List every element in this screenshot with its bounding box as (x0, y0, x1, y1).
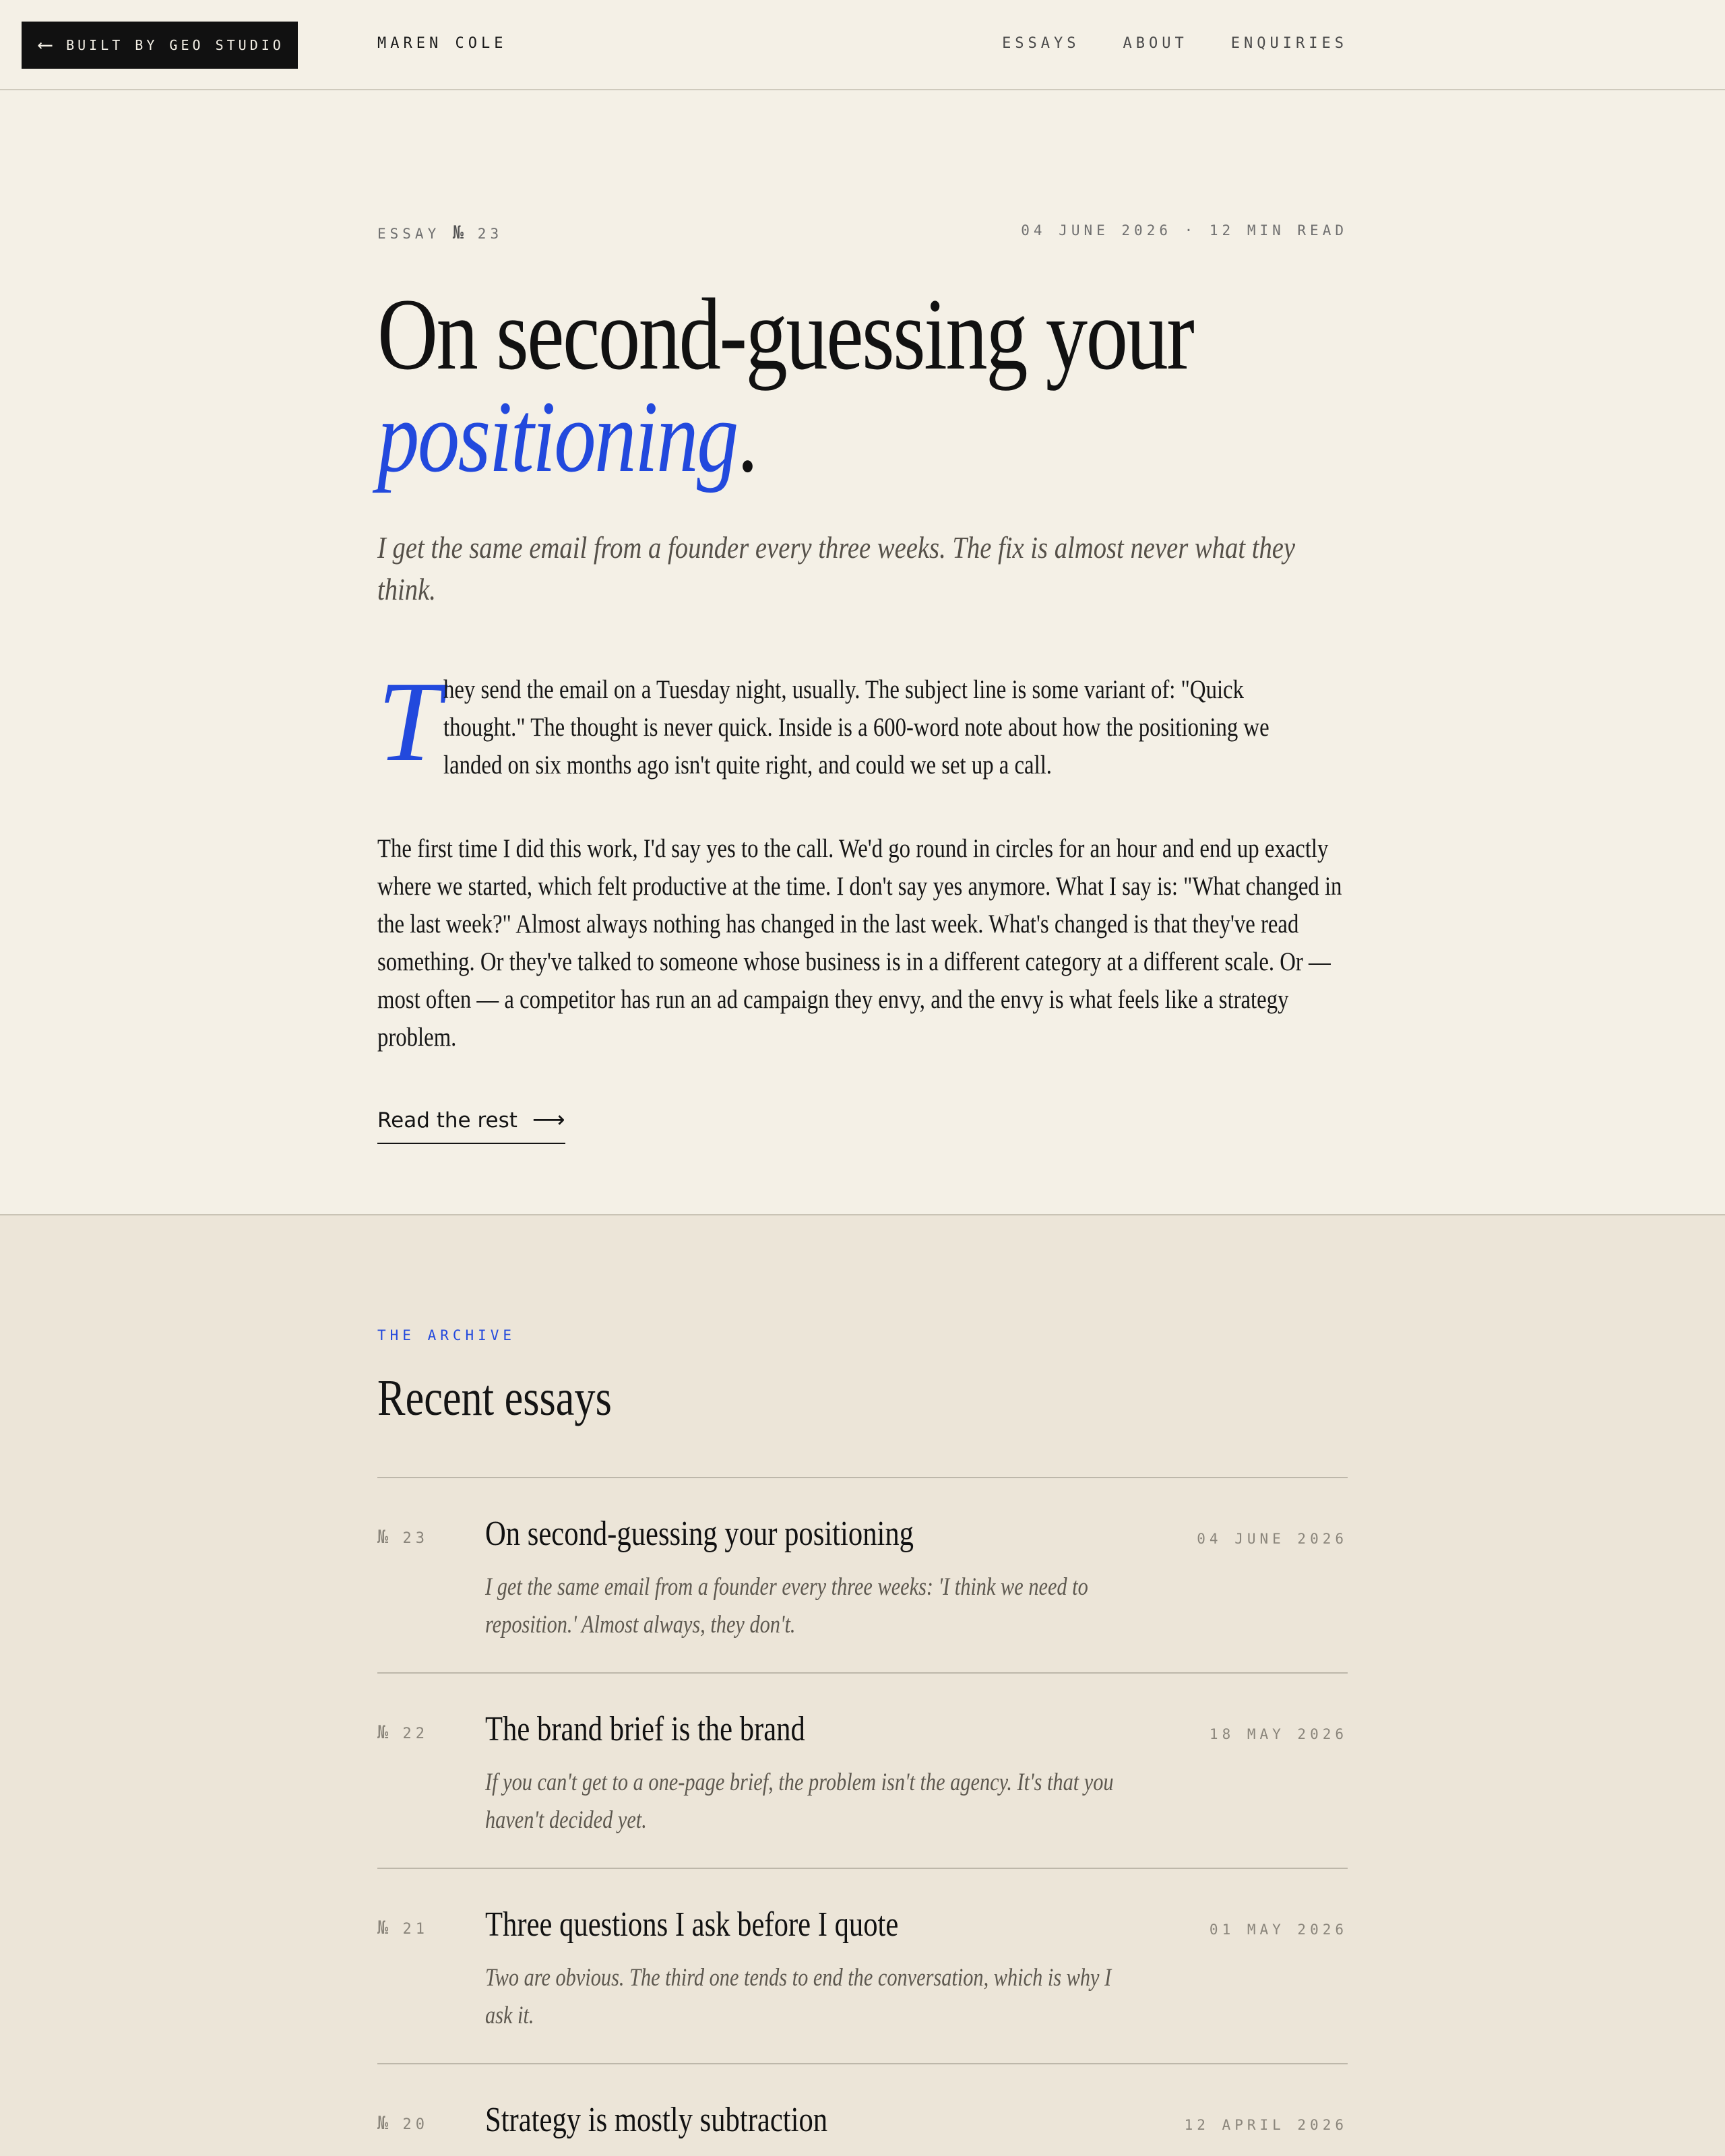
paragraph-2-text: The first time I did this work, I'd say yes to the call. We'd go round in circles for an hour and end up exactly where we started, which felt productive at the time. I don't say yes anymore. What I say is: "What changed in the last week?" Almost always nothing has changed in the last week. What's changed is that they've read something. Or they've talked to someone whose business is in a different category at a different scale. Or — most often — a competitor has run an ad campaign they envy, and the envy is what feels like a strategy problem. (377, 834, 1342, 1052)
essay-title-period: . (736, 380, 757, 493)
drop-cap: T (377, 658, 441, 785)
nav-enquiries[interactable]: ENQUIRIES (1230, 35, 1348, 52)
number-sign: № (377, 1527, 390, 1548)
item-date: 18 MAY 2026 (1209, 1726, 1348, 1742)
item-number (377, 1917, 429, 1938)
item-description-text: Two are obvious. The third one tends to end the conversation, which is why I ask it. (485, 1964, 1112, 2029)
number-sign: № (452, 222, 466, 243)
essay-list-item[interactable] (377, 1477, 1348, 1672)
main-nav (1002, 35, 1348, 52)
item-date: 12 APRIL 2026 (1184, 2117, 1348, 2133)
essay-paragraph-2 (377, 830, 1348, 1056)
essay-paragraph-1 (377, 658, 1348, 785)
site-header (0, 0, 1725, 90)
archive-title: Recent essays (377, 1370, 612, 1426)
essay-title-accent: positioning (377, 380, 737, 493)
arrow-left-icon: ⟵ (39, 33, 52, 57)
archive-kicker: THE ARCHIVE (377, 1327, 516, 1343)
nav-about[interactable]: ABOUT (1123, 35, 1188, 52)
item-description (485, 1959, 1132, 2035)
archive-section (0, 1214, 1725, 2156)
essay-number-value: 23 (477, 226, 503, 242)
item-title[interactable]: The brand brief is the brand (485, 1710, 805, 1748)
nav-essays[interactable]: ESSAYS (1002, 35, 1080, 52)
paragraph-1-text: hey send the email on a Tuesday night, usually. The subject line is some variant of: "Quick thought." The thought is never quick. Inside is a 600-word note about how the positioning we landed on six months ago isn't quite right, and could we set up a call. (443, 675, 1269, 780)
read-the-rest-link[interactable] (377, 1106, 565, 1144)
item-number-value: 21 (402, 1921, 429, 1938)
item-number (377, 1527, 429, 1548)
item-number-value: 22 (402, 1725, 429, 1742)
item-title[interactable]: On second-guessing your positioning (485, 1515, 914, 1553)
item-title[interactable]: Strategy is mostly subtraction (485, 2101, 828, 2139)
item-description-text: If you can't get to a one-page brief, the problem isn't the agency. It's that you haven't decided yet. (485, 1769, 1114, 1834)
item-number-value: 20 (402, 2116, 429, 2133)
essay-list (377, 1477, 1348, 2156)
essay-list-item[interactable] (377, 1868, 1348, 2063)
essay-list-item[interactable] (377, 2063, 1348, 2156)
number-sign: № (377, 2113, 390, 2134)
built-by-label: BUILT BY GEO STUDIO (66, 37, 284, 53)
essay-list-item[interactable] (377, 1672, 1348, 1868)
item-description (485, 1568, 1132, 1644)
item-date: 04 JUNE 2026 (1197, 1531, 1348, 1547)
essay-number (377, 222, 503, 243)
essay-title-line1: On second-guessing your (377, 278, 1193, 391)
built-by-button[interactable] (22, 22, 298, 69)
item-number (377, 1722, 429, 1743)
item-description (485, 1764, 1132, 1839)
essay-title (377, 278, 1193, 493)
item-title[interactable]: Three questions I ask before I quote (485, 1905, 899, 1944)
read-the-rest-label: Read the rest (377, 1108, 518, 1133)
arrow-right-icon: ⟶ (532, 1106, 565, 1133)
site-brand[interactable]: MAREN COLE (377, 35, 507, 52)
essay-dek-text: I get the same email from a founder every three weeks. The fix is almost never what they think. (377, 530, 1296, 606)
essay-dek (377, 527, 1348, 610)
number-sign: № (377, 1722, 390, 1743)
item-number (377, 2113, 429, 2134)
item-number-value: 23 (402, 1530, 429, 1547)
essay-label: ESSAY (377, 226, 441, 242)
number-sign: № (377, 1917, 390, 1938)
item-date: 01 MAY 2026 (1209, 1922, 1348, 1938)
essay-meta: 04 JUNE 2026 · 12 MIN READ (1021, 222, 1348, 239)
item-description-text: I get the same email from a founder every three weeks: 'I think we need to reposition.' Almost always, they don't. (485, 1573, 1088, 1639)
